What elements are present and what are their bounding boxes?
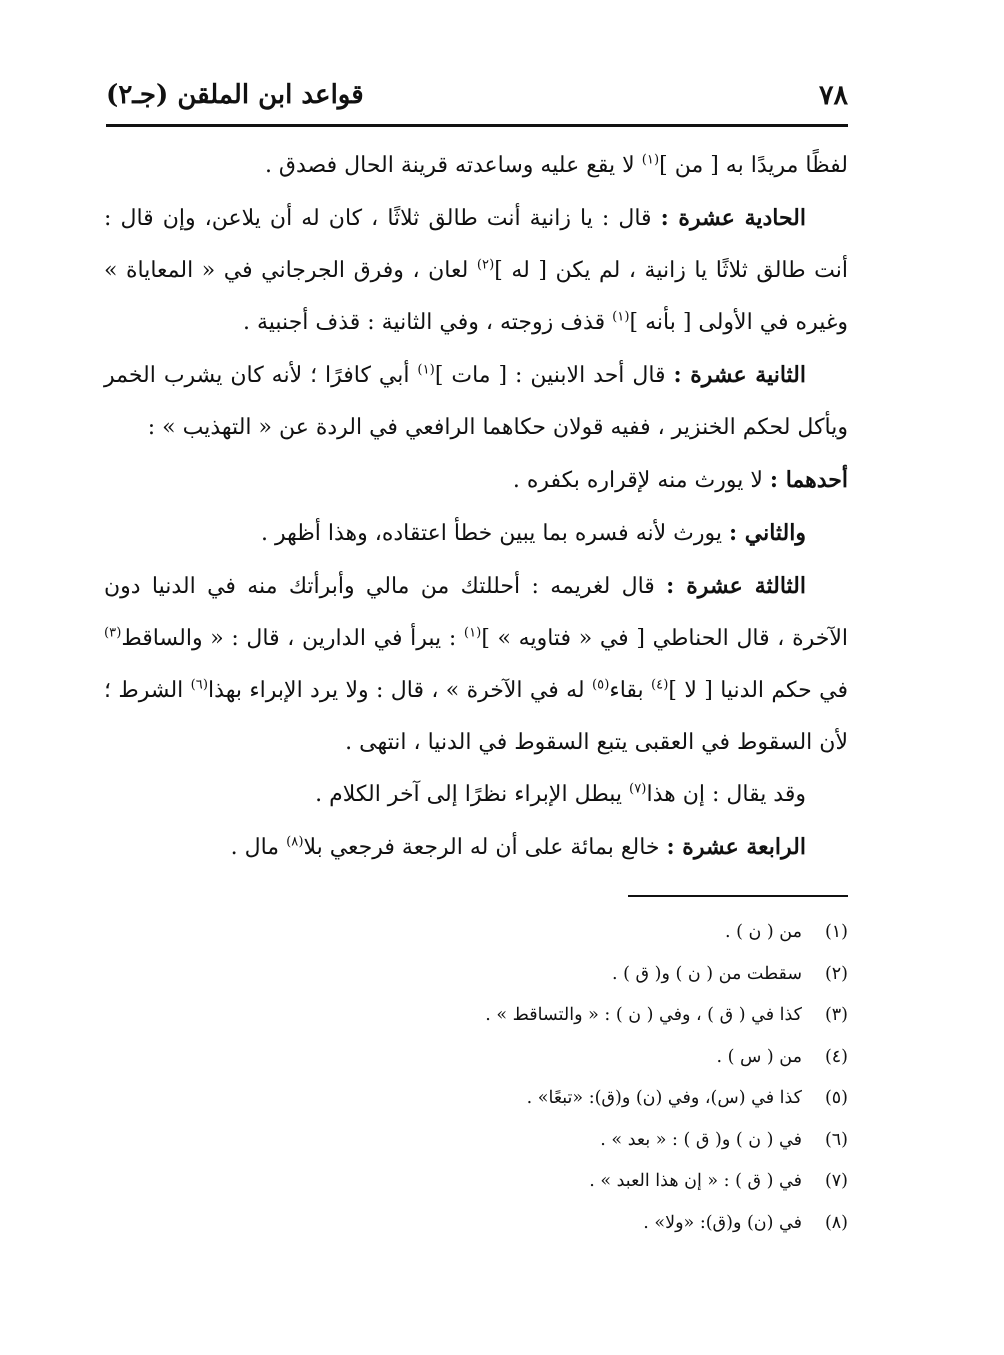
footnote-item [328, 995, 848, 1037]
text-run: قذف زوجته ، وفي الثانية : قذف أجنبية . [243, 310, 613, 335]
text-run: لا يقع عليه وساعدته قرينة الحال فصدق . [264, 153, 642, 178]
text-run: يورث لأنه فسره بما يبين خطأ اعتقاده، وهذا أظهر . [260, 521, 729, 546]
text-run: له في الآخرة » ، قال : ولا يرد الإبراء بهذا [208, 678, 592, 703]
footnote-text: في (ن) و(ق): «ولا» . [643, 1212, 802, 1233]
footnote-item [328, 954, 848, 996]
footnote-text: كذا في ( ق ) ، وفي ( ن ) : « والتساقط » . [485, 1005, 802, 1025]
text-run: بقاء [609, 678, 652, 703]
footnote-text: في ( ق ) : « إن هذا العبد » . [589, 1171, 802, 1191]
paragraph-6 [104, 560, 848, 769]
text-run: وقد يقال : إن هذا [646, 782, 806, 807]
footnotes [328, 912, 848, 1244]
footnote-text: من ( ن ) . [724, 922, 802, 942]
page-number: ٧٨ [818, 79, 848, 111]
text-run: الشرط ؛ لأن السقوط في العقبى يتبع السقوط في الدنيا ، انتهى . [104, 678, 848, 755]
text-run: : يبرأ في الدارين ، قال : « والساقط [121, 626, 464, 651]
section-lead: الثانية عشرة : [673, 362, 806, 388]
text-run: لفظًا مريدًا به [ من ] [659, 153, 848, 178]
paragraph-3 [104, 349, 848, 454]
footnote-number: (٧) [824, 1171, 848, 1191]
section-lead: أحدهما : [769, 467, 848, 493]
footnote-number: (٣) [824, 1005, 848, 1025]
paragraph-8 [104, 821, 848, 874]
header-rule [106, 124, 848, 127]
text-run: قال لغريمه : أحللتك من مالي وأبرأتك منه في الدنيا دون الآخرة ، قال الحناطي [ في « فتاويه » ] [104, 574, 848, 651]
footnote-number: (٨) [824, 1212, 848, 1233]
text-run: لا يورث منه لإقراره بكفره . [512, 468, 770, 493]
footnote-ref: (١) [463, 625, 482, 641]
main-text [104, 140, 848, 874]
footnote-item [328, 1161, 848, 1203]
text-run: مال . [230, 835, 287, 860]
running-title: قواعد ابن الملقن (جـ٢) [106, 80, 364, 110]
footnote-text: في ( ن ) و( ق ) : « بعد » . [600, 1129, 802, 1150]
footnote-text: سقطت من ( ن ) و( ق ) . [611, 963, 802, 984]
footnote-item [328, 1078, 848, 1120]
footnote-item [328, 1203, 848, 1245]
footnote-ref: (٥) [591, 677, 610, 693]
footnote-ref: (١) [417, 362, 435, 378]
footnote-ref: (١) [641, 152, 660, 168]
section-lead: الثالثة عشرة : [666, 573, 806, 599]
footnote-ref: (٧) [629, 781, 647, 797]
footnote-text: من ( س ) . [716, 1046, 802, 1067]
footnote-item [328, 1120, 848, 1162]
section-lead: والثاني : [728, 520, 806, 546]
footnote-ref: (٦) [190, 677, 209, 693]
footnote-number: (٥) [824, 1088, 848, 1108]
paragraph-4 [104, 454, 848, 507]
text-run: قال أحد الابنين : [ مات ] [434, 363, 674, 388]
footnote-item [328, 912, 848, 954]
footnote-ref: (٨) [286, 834, 304, 850]
footnote-number: (٢) [824, 963, 848, 984]
footnote-ref: (١) [612, 309, 630, 325]
footnote-ref: (٣) [104, 625, 122, 641]
text-run: أبي كافرًا ؛ لأنه كان يشرب الخمر ويأكل لحكم الخنزير ، ففيه قولان حكاهما الرافعي في الردة عن « التهذيب » : [104, 363, 848, 440]
paragraph-1 [104, 140, 848, 192]
footnote-ref: (٢) [476, 257, 495, 273]
text-run: خالع بمائة على أن له الرجعة فرجعي بلا [303, 835, 667, 860]
section-lead: الحادية عشرة : [660, 205, 806, 231]
paragraph-7 [104, 769, 848, 821]
paragraph-5 [104, 507, 848, 560]
footnote-text: كذا في (س)، وفي (ن) و(ق): «تبعًا» . [526, 1088, 802, 1108]
text-run: في حكم الدنيا [ لا ] [668, 678, 848, 703]
text-run: قال : يا زانية أنت طالق ثلاثًا ، كان له أن يلاعن، وإن قال : أنت طالق ثلاثًا يا زانية ، لم يكن [ له ] [104, 206, 849, 283]
text-run: يبطل الإبراء نظرًا إلى آخر الكلام . [315, 782, 630, 807]
paragraph-2 [104, 192, 848, 349]
footnote-ref: (٤) [651, 677, 669, 693]
page-header [106, 76, 848, 114]
footnote-separator [628, 895, 848, 897]
footnote-number: (٤) [824, 1046, 848, 1067]
footnote-number: (١) [824, 922, 848, 942]
footnote-item [328, 1037, 848, 1079]
footnote-number: (٦) [824, 1129, 848, 1150]
section-lead: الرابعة عشرة : [666, 834, 806, 860]
text-run: لعان ، وفرق الجرجاني في « المعاياة » وغيره في الأولى [ بأنه ] [104, 258, 848, 335]
